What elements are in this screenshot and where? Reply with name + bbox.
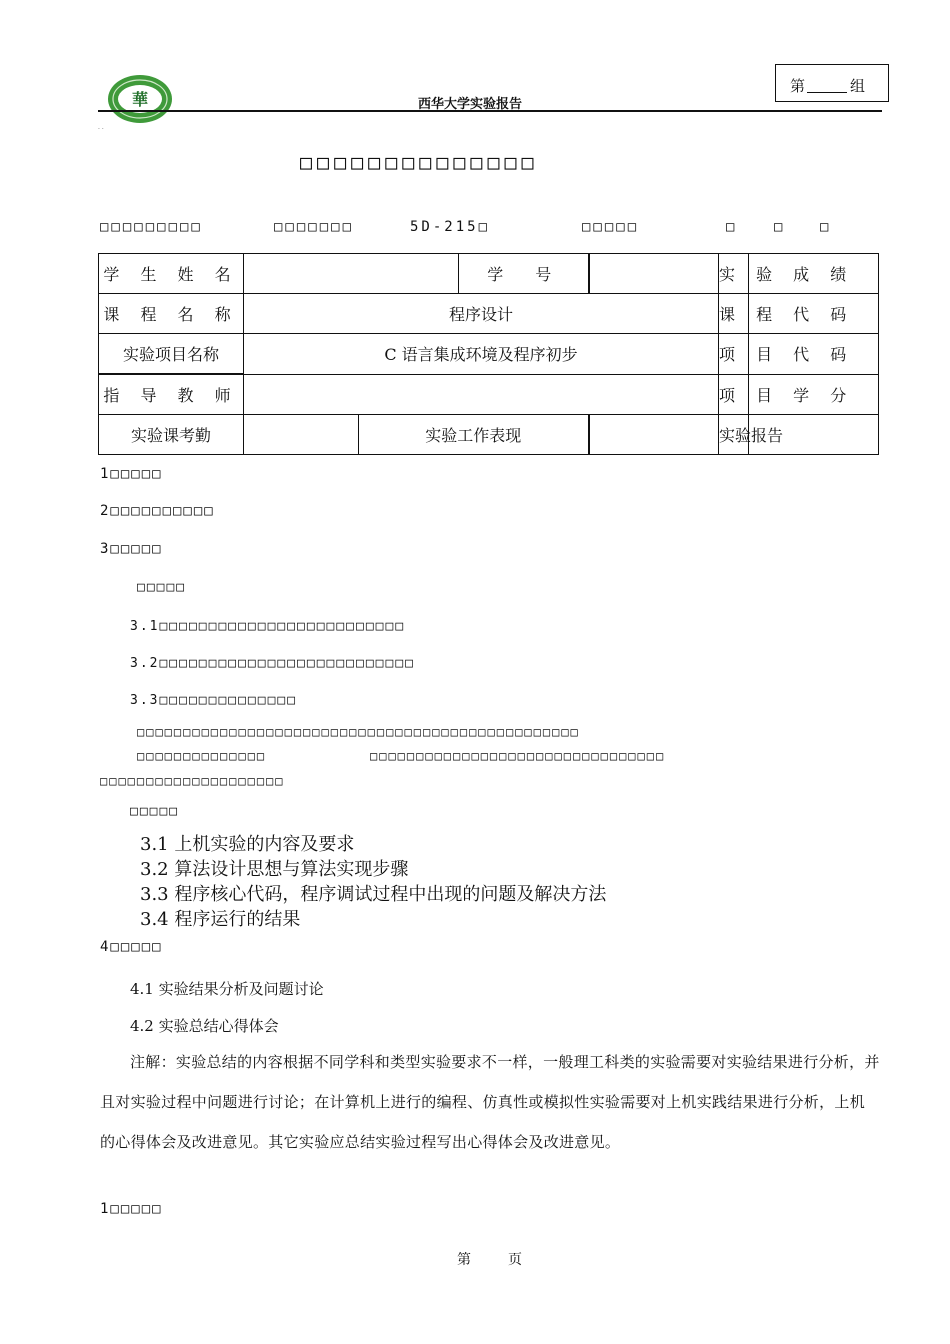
section-4-2: 4.2 实验总结心得体会 <box>130 1017 279 1035</box>
section-3-text-line-2b: □□□□□□□□□□□□□□□□□□□□□□□□□□□□□□□□ <box>370 749 666 763</box>
project-name-value: C 语言集成环境及程序初步 <box>244 334 719 375</box>
group-suffix: 组 <box>850 77 866 95</box>
input-teacher[interactable] <box>244 374 719 415</box>
input-performance[interactable] <box>589 415 719 455</box>
label-attendance: 实验课考勤 <box>99 415 244 455</box>
section-3-2: 3.2 算法设计思想与算法实现步骤 <box>140 859 409 880</box>
section-3-3-garbled: 3.3□□□□□□□□□□□□□□ <box>130 693 298 708</box>
input-attendance[interactable] <box>244 415 359 455</box>
document-title: □□□□□□□□□□□□□□ <box>300 150 539 174</box>
label-project-name: 实验项目名称 <box>99 334 244 375</box>
label-report: 实验报告 <box>719 415 749 455</box>
section-3-1-garbled: 3.1□□□□□□□□□□□□□□□□□□□□□□□□□ <box>130 619 406 634</box>
page-suffix: 页 <box>508 1252 522 1268</box>
section-2-heading: 2□□□□□□□□□□ <box>100 503 215 519</box>
section-4-heading: 4□□□□□ <box>100 939 163 955</box>
university-logo-icon <box>106 72 174 124</box>
meta-field-3: □□□□□ <box>582 219 640 235</box>
summary-note-paragraph: 注解：实验总结的内容根据不同学科和类型实验要求不一样，一般理工科类的实验需要对实验结果进行分析，并且对实验过程中问题进行讨论；在计算机上进行的编程、仿真性或模拟性实验需要对上机实践结果进行分析，上机的心得体会及改进意见。其它实验应总结实验过程写出心得体会及改进意见。 <box>100 1053 880 1151</box>
section-3-text-line-1: □□□□□□□□□□□□□□□□□□□□□□□□□□□□□□□□□□□□□□□□□□□□□□□□ <box>137 725 580 739</box>
section-1-repeat-heading: 1□□□□□ <box>100 1201 163 1217</box>
label-course-code: 课 程 代 码 <box>719 294 749 334</box>
section-3-2-garbled: 3.2□□□□□□□□□□□□□□□□□□□□□□□□□□ <box>130 656 415 671</box>
meta-field-2: □□□□□□□ <box>274 219 355 235</box>
meta-field-1: □□□□□□□□□ <box>100 219 203 235</box>
meta-room: 5D-215□ <box>410 219 491 235</box>
label-teacher: 指 导 教 师 <box>99 374 244 415</box>
label-student-id: 学 号 <box>459 254 589 294</box>
student-info-table <box>98 253 879 455</box>
label-course-name: 课 程 名 称 <box>99 294 244 334</box>
group-number-box <box>775 64 889 102</box>
input-student-id[interactable] <box>589 254 719 294</box>
header-divider <box>98 110 882 112</box>
section-3-note-heading: □□□□□ <box>130 804 180 819</box>
group-prefix: 第 <box>790 77 806 95</box>
section-3-subheading: □□□□□ <box>137 580 187 595</box>
section-3-1: 3.1 上机实验的内容及要求 <box>140 834 355 855</box>
logo-text: 華 <box>131 90 149 109</box>
label-project-code: 项 目 代 码 <box>719 334 749 375</box>
label-credits: 项 目 学 分 <box>719 374 749 415</box>
group-number-blank[interactable] <box>807 92 847 93</box>
input-student-name[interactable] <box>244 254 459 294</box>
label-performance: 实验工作表现 <box>359 415 589 455</box>
label-student-name: 学 生 姓 名 <box>99 254 244 294</box>
meta-year: □ <box>726 219 738 235</box>
section-3-text-line-2a: □□□□□□□□□□□□□□ <box>137 749 267 763</box>
section-4-1: 4.1 实验结果分析及问题讨论 <box>130 980 324 998</box>
small-mark: · · <box>98 126 104 133</box>
course-name-value: 程序设计 <box>244 294 719 334</box>
section-3-3: 3.3 程序核心代码，程序调试过程中出现的问题及解决方法 <box>140 884 607 905</box>
meta-day: □ <box>820 219 832 235</box>
meta-month: □ <box>774 219 786 235</box>
section-3-heading: 3□□□□□ <box>100 541 163 557</box>
page-prefix: 第 <box>457 1252 471 1268</box>
section-1-heading: 1□□□□□ <box>100 466 163 482</box>
section-3-4: 3.4 程序运行的结果 <box>140 909 301 930</box>
school-report-title: 西华大学实验报告 <box>418 97 523 112</box>
label-score: 实 验 成 绩 <box>719 254 749 294</box>
section-3-text-line-3: □□□□□□□□□□□□□□□□□□□□ <box>100 774 285 788</box>
